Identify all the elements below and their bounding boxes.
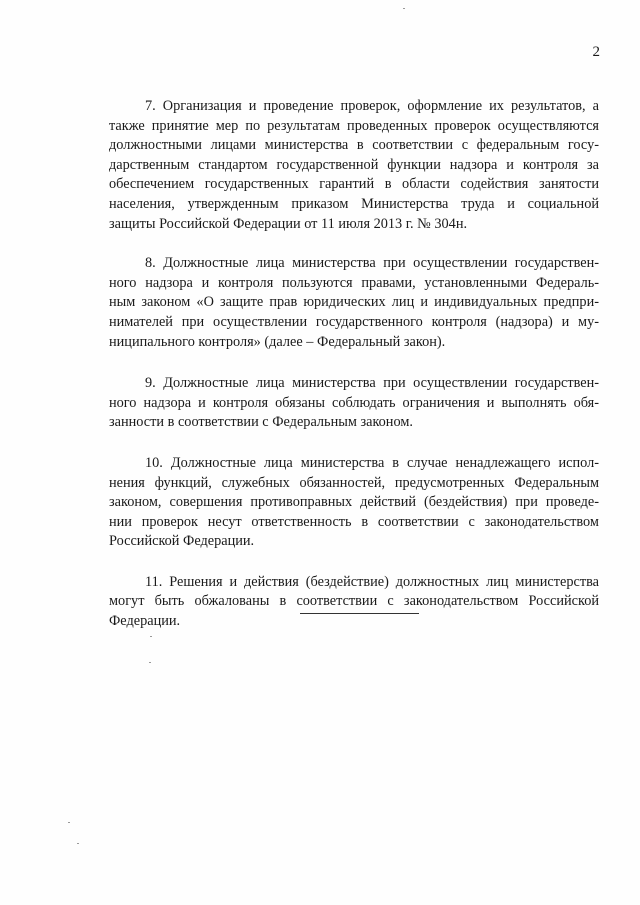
paragraph-line: занности в соответствии с Федеральным законом. bbox=[109, 414, 413, 431]
paragraph-line: 7. Организация и проведение проверок, оформление их результатов, а bbox=[145, 98, 599, 114]
paragraph-line: также принятие мер по результатам проведенных проверок осуществляются bbox=[109, 117, 599, 134]
paragraph-line: ниципального контроля» (далее – Федеральный закон). bbox=[109, 333, 446, 350]
paragraph-line: нии проверок несут ответственность в соответствии с законодательством bbox=[109, 513, 599, 530]
paragraph-line: 9. Должностные лица министерства при осуществлении государствен- bbox=[145, 375, 599, 392]
paragraph-line: населения, утвержденным приказом Министерства труда и социальной bbox=[109, 195, 599, 212]
page-number: 2 bbox=[592, 44, 600, 60]
paragraph-10 bbox=[109, 454, 599, 552]
scan-speck bbox=[403, 8, 405, 9]
paragraph-line: 10. Должностные лица министерства в случае ненадлежащего испол- bbox=[145, 454, 599, 471]
scan-speck bbox=[68, 822, 70, 823]
paragraph-line: 8. Должностные лица министерства при осуществлении государствен- bbox=[145, 255, 599, 272]
paragraph-line: законом, совершения противоправных действий (бездействия) при проведе- bbox=[109, 494, 599, 511]
paragraph-line: нения функций, служебных обязанностей, предусмотренных Федеральным bbox=[109, 474, 599, 491]
paragraph-9 bbox=[109, 374, 599, 433]
paragraph-line: ного надзора и контроля обязаны соблюдать ограничения и выполнять обя- bbox=[109, 394, 599, 411]
paragraph-line: могут быть обжалованы в соответствии с законодательством Российской bbox=[109, 593, 599, 610]
closing-separator-line bbox=[300, 613, 419, 614]
scan-speck bbox=[149, 662, 151, 663]
paragraph-7 bbox=[109, 97, 599, 234]
paragraph-line: защиты Российской Федерации от 11 июля 2013 г. № 304н. bbox=[109, 215, 468, 232]
scan-speck bbox=[150, 636, 152, 637]
scan-speck bbox=[77, 843, 79, 844]
paragraph-line: обеспечением государственных гарантий в области содействия занятости bbox=[109, 176, 599, 193]
paragraph-line: Федерации. bbox=[109, 613, 181, 630]
paragraph-11 bbox=[109, 573, 599, 632]
paragraph-line: ного надзора и контроля пользуются правами, установленными Федераль- bbox=[109, 274, 599, 291]
paragraph-line: ным законом «О защите прав юридических лиц и индивидуальных предпри- bbox=[109, 294, 599, 311]
paragraph-8 bbox=[109, 254, 599, 352]
paragraph-line: дарственным стандартом государственной функции надзора и контроля за bbox=[109, 156, 599, 173]
document-body bbox=[109, 97, 599, 656]
paragraph-line: нимателей при осуществлении государственного контроля (надзора) и му- bbox=[109, 313, 599, 330]
paragraph-line: 11. Решения и действия (бездействие) должностных лиц министерства bbox=[145, 573, 599, 590]
paragraph-line: Российской Федерации. bbox=[109, 533, 255, 550]
paragraph-line: должностными лицами министерства в соответствии с федеральным госу- bbox=[109, 137, 599, 154]
